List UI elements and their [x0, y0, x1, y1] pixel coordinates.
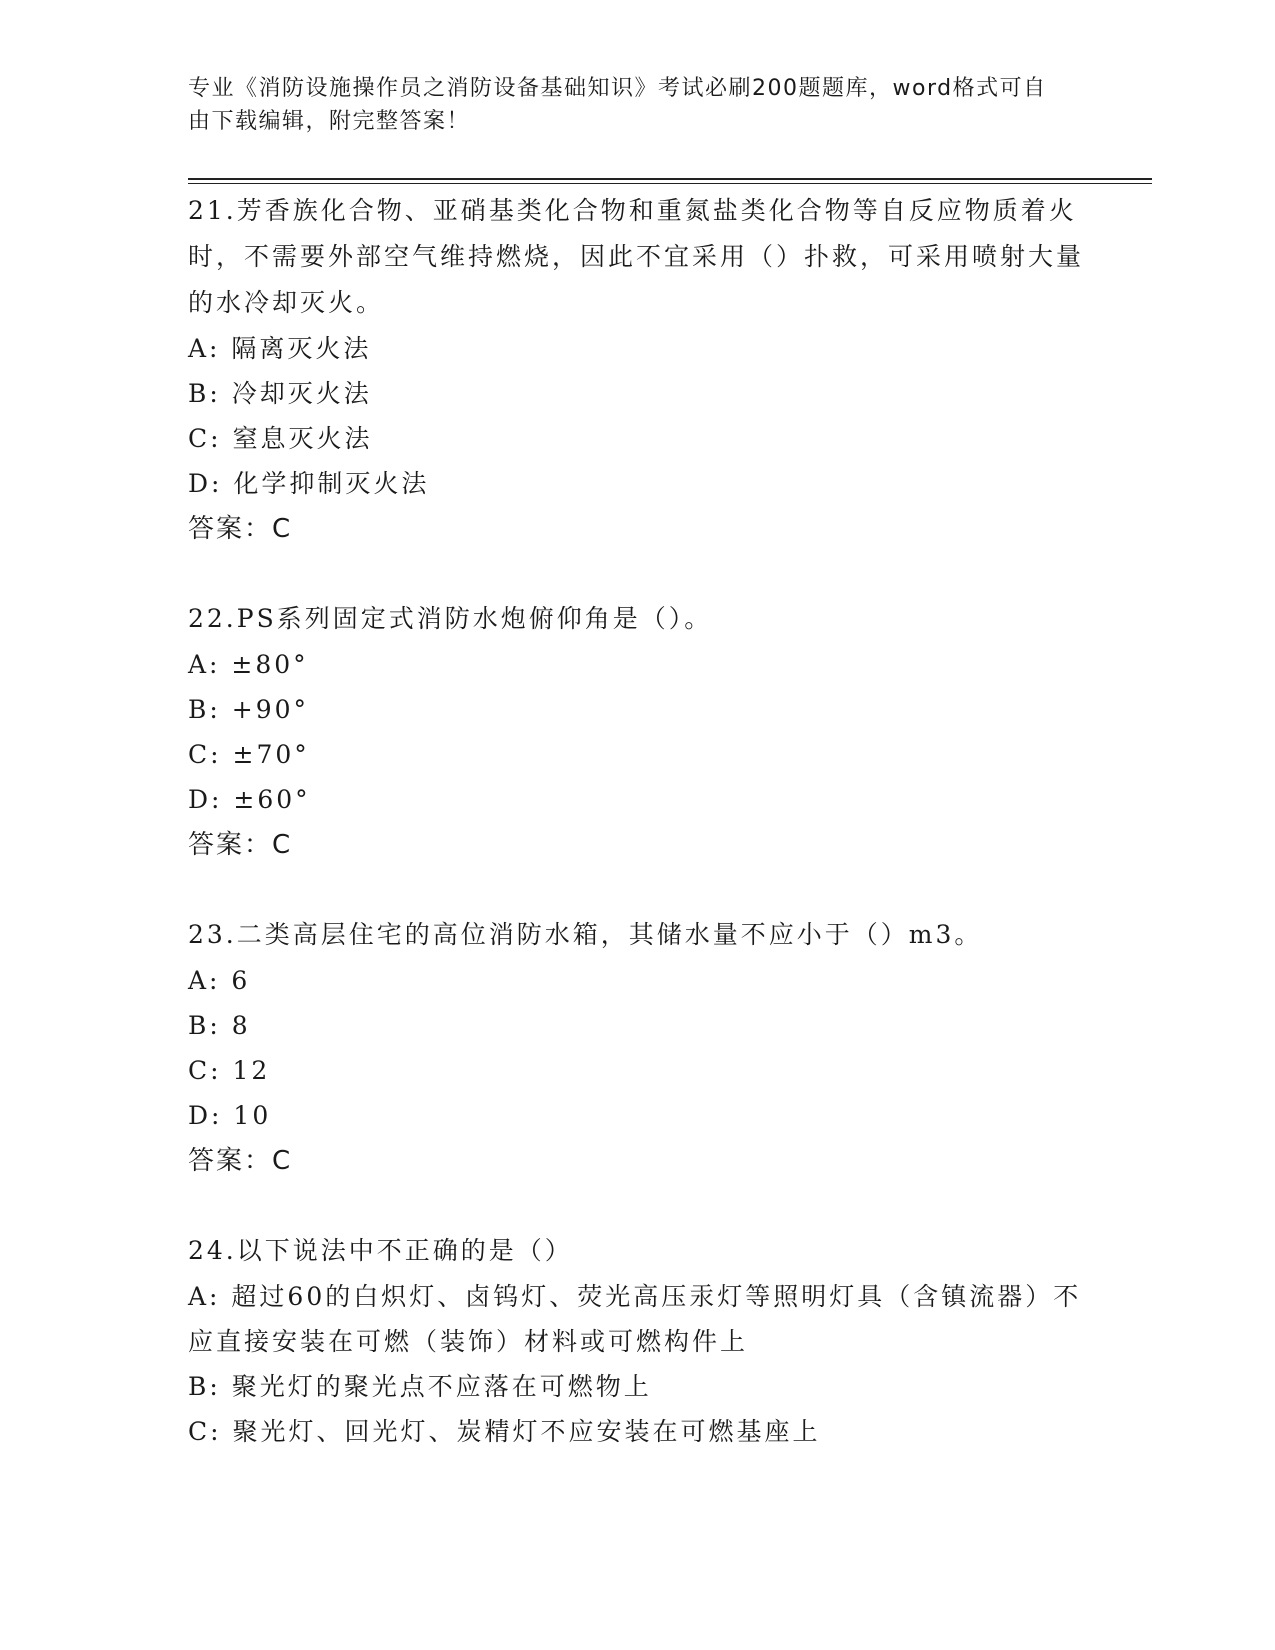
option-d: D: 化学抑制灭火法 — [188, 469, 430, 498]
document-header: 专业《消防设施操作员之消防设备基础知识》考试必刷200题题库，word格式可自由下载编辑，附完整答案！ — [188, 76, 1047, 134]
question-stem: 22.PS系列固定式消防水炮俯仰角是（）。 — [188, 604, 713, 633]
option-c: C: 窒息灭火法 — [188, 424, 373, 453]
option-b: B: +90° — [188, 695, 309, 724]
question-stem: 23.二类高层住宅的高位消防水箱，其储水量不应小于（）m3。 — [188, 920, 983, 949]
question-21 — [188, 188, 1088, 552]
option-b: B: 聚光灯的聚光点不应落在可燃物上 — [188, 1372, 652, 1401]
option-a: A: 隔离灭火法 — [188, 334, 372, 363]
option-a: A: ±80° — [188, 650, 309, 679]
option-c: C: 聚光灯、回光灯、炭精灯不应安装在可燃基座上 — [188, 1417, 821, 1446]
option-d: D: ±60° — [188, 785, 311, 814]
option-c: C: ±70° — [188, 740, 310, 769]
answer: 答案：C — [188, 830, 293, 860]
question-list — [188, 188, 1088, 1454]
question-stem: 24.以下说法中不正确的是（） — [188, 1236, 573, 1265]
answer: 答案：C — [188, 1146, 293, 1176]
header-divider — [188, 178, 1152, 180]
question-stem: 21.芳香族化合物、亚硝基类化合物和重氮盐类化合物等自反应物质着火时，不需要外部空气维持燃烧，因此不宜采用（）扑救，可采用喷射大量的水冷却灭火。 — [188, 196, 1085, 317]
option-b: B: 8 — [188, 1011, 251, 1040]
header-divider-thin — [188, 183, 1152, 184]
option-a: A: 超过60的白炽灯、卤钨灯、荧光高压汞灯等照明灯具（含镇流器）不应直接安装在可燃（装饰）材料或可燃构件上 — [188, 1282, 1082, 1356]
option-d: D: 10 — [188, 1101, 272, 1130]
question-24 — [188, 1228, 1088, 1454]
option-c: C: 12 — [188, 1056, 271, 1085]
question-22 — [188, 596, 1088, 868]
option-a: A: 6 — [188, 966, 251, 995]
answer: 答案：C — [188, 514, 293, 544]
question-23 — [188, 912, 1088, 1184]
option-b: B: 冷却灭火法 — [188, 379, 372, 408]
